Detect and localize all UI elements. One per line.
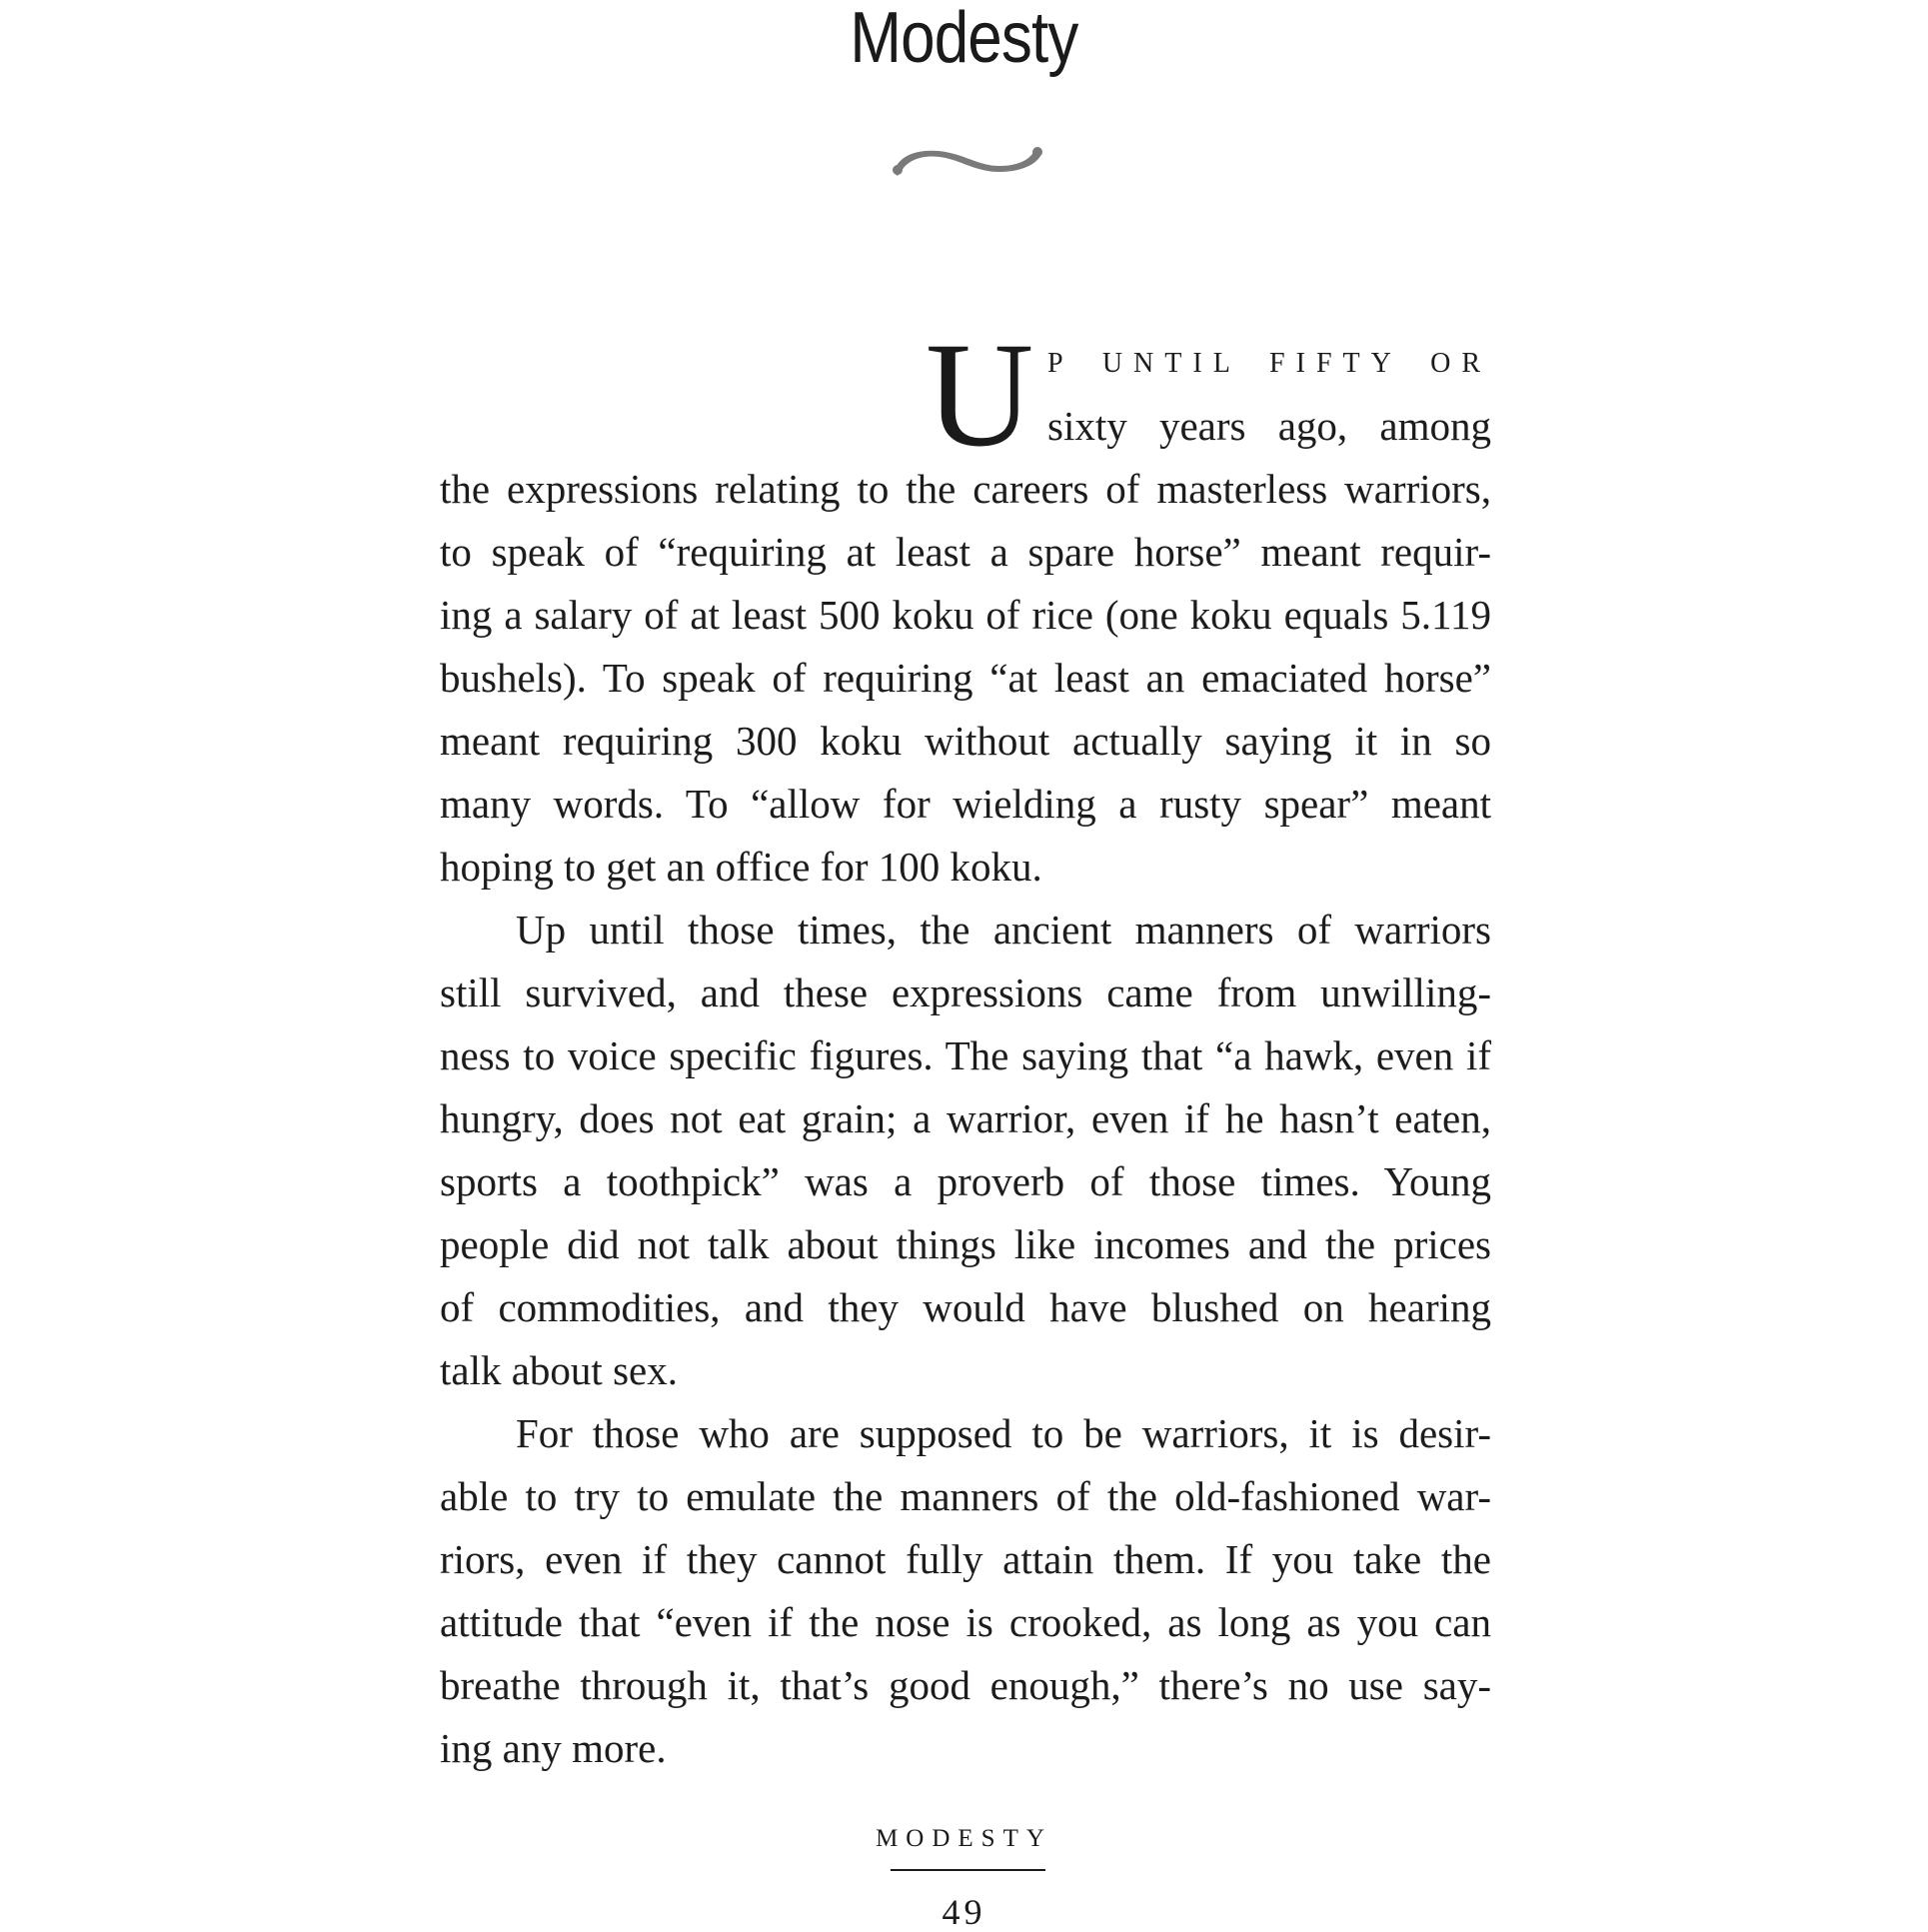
paragraph-line: For those who are supposed to be warriors, it is desir- [516,1410,1491,1456]
paragraph-line: talk about sex. [440,1347,678,1393]
dropcap-line-1: P UNTIL FIFTY OR [1047,348,1491,379]
paragraph-line: ing any more. [440,1725,667,1771]
swash-ornament-icon [888,138,1047,180]
paragraph-line: breathe through it, that’s good enough,” there’s no use say- [440,1662,1491,1708]
paragraph-line: meant requiring 300 koku without actually saying it in so [440,718,1491,764]
body-text [440,312,1491,1780]
paragraph-line: the expressions relating to the careers of masterless warriors, [440,466,1491,512]
paragraph-line: people did not talk about things like incomes and the prices [440,1221,1491,1267]
paragraph-line: attitude that “even if the nose is crooked, as long as you can [440,1599,1491,1645]
paragraph-line: of commodities, and they would have blushed on hearing [440,1284,1491,1330]
paragraph-line: to speak of “requiring at least a spare horse” meant requir- [440,529,1491,575]
paragraph-line: sports a toothpick” was a proverb of those times. Young [440,1158,1491,1204]
paragraph-line: hoping to get an office for 100 koku. [440,844,1042,890]
dropcap-line-2: sixty years ago, among [1047,403,1491,449]
dropcap-block [440,312,1491,478]
dropcap-letter: U [926,312,1034,478]
paragraph-3 [440,1402,1491,1780]
page-number: 49 [942,1892,986,1932]
paragraph-line: still survived, and these expressions came from unwilling- [440,969,1491,1015]
running-footer: MODESTY [876,1825,1052,1852]
paragraph-2 [440,899,1491,1402]
paragraph-line: ness to voice specific figures. The saying that “a hawk, even if [440,1032,1491,1078]
paragraph-line: many words. To “allow for wielding a rusty spear” meant [440,781,1491,827]
page-title: Modesty [850,0,1078,78]
paragraph-line: bushels). To speak of requiring “at least an emaciated horse” [440,655,1491,701]
paragraph-line: able to try to emulate the manners of the old-fashioned war- [440,1473,1491,1519]
paragraph-line: ing a salary of at least 500 koku of rice (one koku equals 5.119 [440,592,1491,638]
paragraph-line: riors, even if they cannot fully attain them. If you take the [440,1536,1491,1582]
footer-rule [891,1869,1045,1871]
paragraph-line: Up until those times, the ancient manners of warriors [516,907,1491,953]
paragraph-1 [440,458,1491,899]
paragraph-line: hungry, does not eat grain; a warrior, even if he hasn’t eaten, [440,1095,1491,1141]
